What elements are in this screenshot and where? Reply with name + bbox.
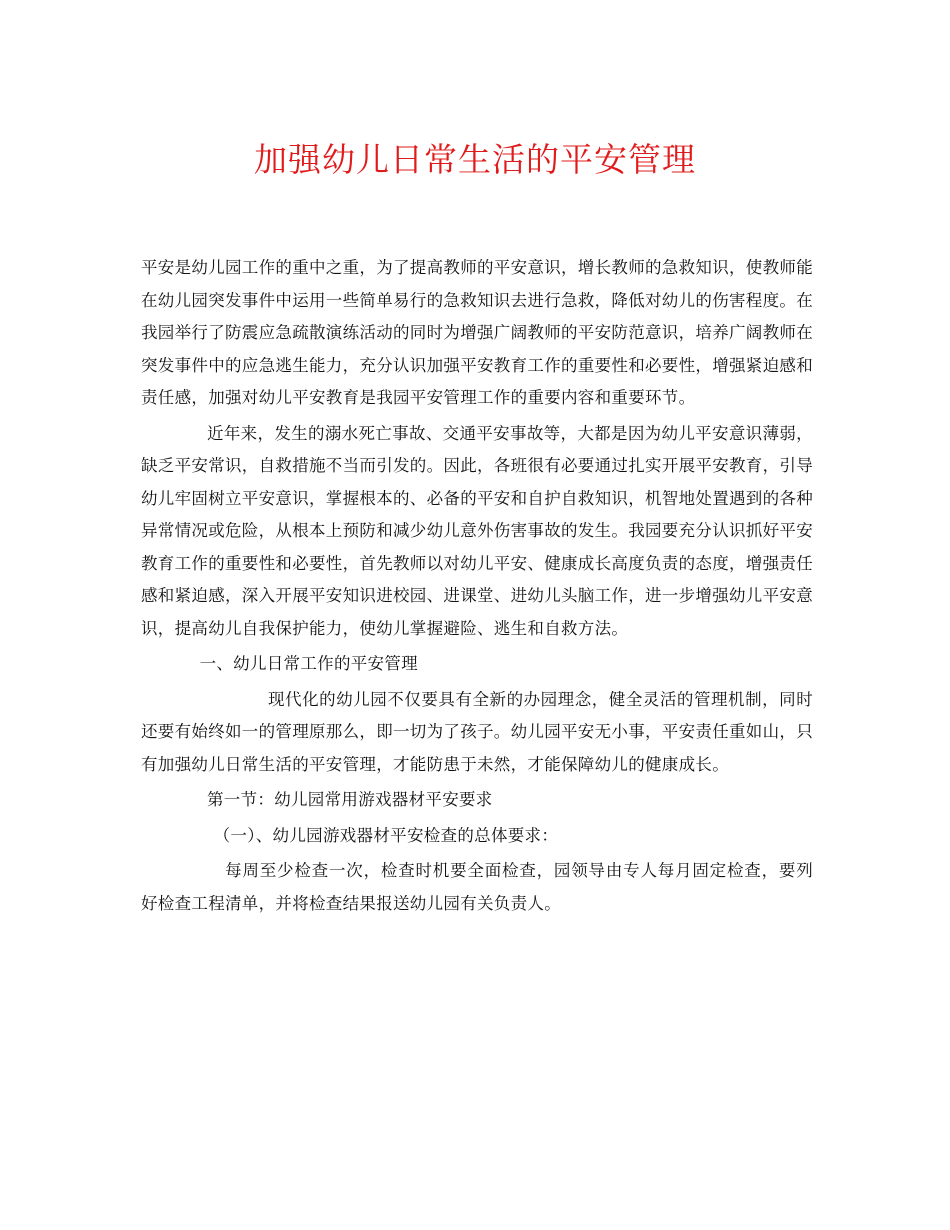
subsection-heading-1: （一）、幼儿园游戏器材平安检查的总体要求： <box>213 825 559 845</box>
paragraph-modern-kindergarten: 现代化的幼儿园不仅要具有全新的办园理念，健全灵活的管理机制，同时还要有始终如一的管理原那么，即一切为了孩子。幼儿园平安无小事，平安责任重如山，只有加强幼儿日常生活的平安管理，才能防患于未然，才能保障幼儿的健康成长。 <box>141 689 813 774</box>
paragraph-intro: 平安是幼儿园工作的重中之重，为了提高教师的平安意识，增长教师的急救知识，使教师能在幼儿园突发事件中运用一些简单易行的急救知识去进行急救，降低对幼儿的伤害程度。在我园举行了防震应急疏散演练活动的同时为增强广阔教师的平安防范意识，培养广阔教师在突发事件中的应急逃生能力，充分认识加强平安教育工作的重要性和必要性，增强紧迫感和责任感，加强对幼儿平安教育是我园平安管理工作的重要内容和重要环节。 <box>141 258 813 407</box>
section-heading-1: 一、幼儿日常工作的平安管理 <box>199 654 418 673</box>
section-heading-first: 第一节：幼儿园常用游戏器材平安要求 <box>207 790 493 809</box>
document-title: 加强幼儿日常生活的平安管理 <box>254 140 696 179</box>
paragraph-recent-years: 近年来，发生的溺水死亡事故、交通平安事故等，大都是因为幼儿平安意识薄弱，缺乏平安常识，自救措施不当而引发的。因此，各班很有必要通过扎实开展平安教育，引导幼儿牢固树立平安意识，掌握根本的、必备的平安和自护自救知识，机智地处置遇到的各种异常情况或危险，从根本上预防和减少幼儿意外伤害事故的发生。我园要充分认识抓好平安教育工作的重要性和必要性，首先教师以对幼儿平安、健康成长高度负责的态度，增强责任感和紧迫感，深入开展平安知识进校园、进课堂、进幼儿头脑工作，进一步增强幼儿平安意识，提高幼儿自我保护能力，使幼儿掌握避险、逃生和自救方法。 <box>141 423 813 638</box>
paragraph-weekly-check: 每周至少检查一次，检查时机要全面检查，园领导由专人每月固定检查，要列好检查工程清单，并将检查结果报送幼儿园有关负责人。 <box>141 861 813 913</box>
document-body <box>141 252 813 923</box>
